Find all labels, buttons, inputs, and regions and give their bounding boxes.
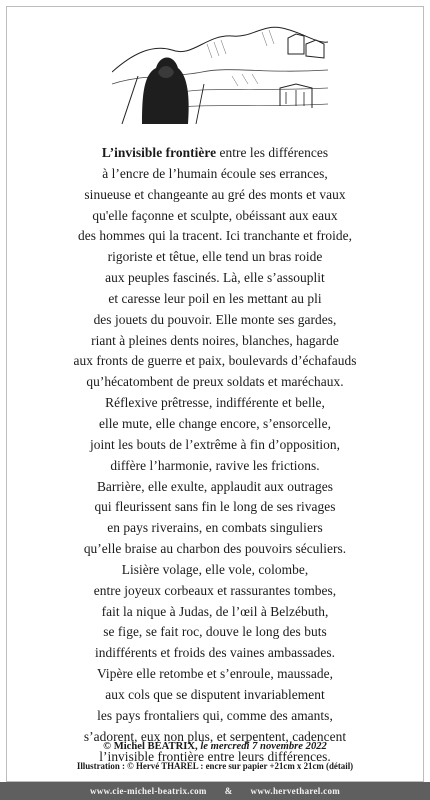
footer-bar — [0, 782, 430, 800]
poem-line: l’invisible frontière entre leurs différences. — [99, 749, 331, 765]
poem-line: aux fronts de guerre et paix, boulevards d’échafauds — [73, 353, 357, 369]
poem-line: riant à pleines dents noires, blanches, hagarde — [91, 332, 339, 348]
poem-line: se fige, se fait roc, douve le long des buts — [103, 624, 327, 640]
poem-line: Lisière volage, elle vole, colombe, — [121, 561, 309, 577]
poem-line: sinueuse et changeante au gré des monts et vaux — [84, 186, 346, 202]
poem-line: des hommes qui la tracent. Ici tranchante et froide, — [77, 228, 353, 244]
poem-line: elle mute, elle change encore, s’ensorcelle, — [99, 415, 331, 431]
poem-line: diffère l’harmonie, ravive les frictions. — [110, 457, 320, 473]
poem-line: qu’elle braise au charbon des pouvoirs séculiers. — [83, 541, 347, 557]
poem-line: Barrière, elle exulte, applaudit aux outrages — [96, 478, 334, 494]
poem-title-phrase: L’invisible frontière — [101, 145, 217, 160]
poem-line: indifférents et froids des vaines ambassades. — [95, 645, 335, 661]
poem-text — [16, 143, 414, 768]
footer-link-cie-michel-beatrix[interactable]: www.cie-michel-beatrix.com — [89, 786, 207, 796]
poem-line: joint les bouts de l’extrême à fin d’opposition, — [89, 436, 341, 452]
signature — [0, 741, 430, 752]
poem-first-line — [16, 143, 414, 164]
poem-line: qu'elle façonne et sculpte, obéissant aux eaux — [92, 207, 338, 223]
poem-line: et caresse leur poil en les mettant au pli — [108, 290, 322, 306]
ink-drawing-illustration — [112, 14, 328, 124]
illustration-credit: Illustration : © Hervé THAREL : encre sur papier +21cm x 21cm (détail) — [76, 761, 354, 771]
poem-line: entre joyeux corbeaux et rassurantes tombes, — [93, 582, 337, 598]
poem-line: rigoriste et têtue, elle tend un bras roide — [107, 249, 323, 265]
poem-line: aux peuples fascinés. Là, elle s’assouplit — [105, 270, 325, 286]
poem-lines — [16, 164, 414, 768]
poem-line: les pays frontaliers qui, comme des amants, — [97, 707, 333, 723]
signature-author: © Michel BÉATRIX, — [103, 741, 201, 752]
poem-line: qui fleurissent sans fin le long de ses rivages — [94, 499, 336, 515]
poem-line: à l’encre de l’humain écoule ses errances, — [102, 165, 328, 181]
poem-line: des jouets du pouvoir. Elle monte ses gardes, — [93, 311, 337, 327]
poem-line: Vipère elle retombe et s’enroule, maussade, — [97, 666, 333, 682]
poem-first-line-rest: entre les différences — [216, 145, 329, 160]
poem-line: fait la nique à Judas, de l’œil à Belzébuth, — [101, 603, 329, 619]
poem-line: en pays riverains, en combats singuliers — [107, 520, 323, 536]
poem-line: aux cols que se disputent invariablement — [105, 686, 325, 702]
signature-date: le mercredi 7 novembre 2022 — [200, 741, 327, 752]
footer-separator: & — [224, 786, 233, 796]
poem-line: Réflexive prêtresse, indifférente et belle, — [105, 395, 325, 411]
poem-line: qu’hécatombent de preux soldats et maréchaux. — [86, 374, 344, 390]
footer-link-hervetharel[interactable]: www.hervetharel.com — [250, 786, 341, 796]
poem-line: s’adorent, eux non plus, et serpentent, cadencent — [83, 728, 347, 744]
